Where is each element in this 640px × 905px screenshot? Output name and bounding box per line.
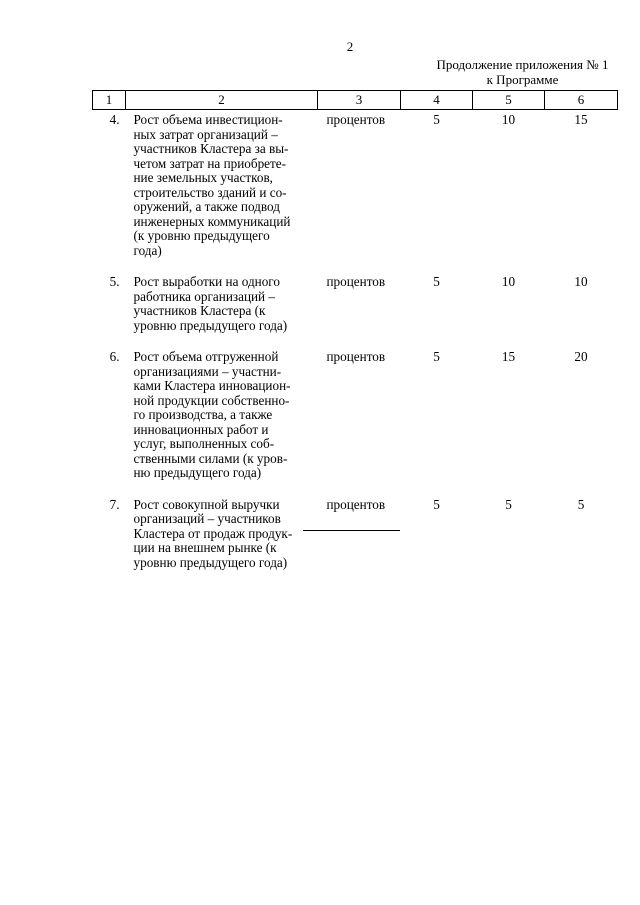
table-header-row bbox=[93, 91, 618, 110]
appendix-heading bbox=[435, 57, 610, 87]
column-header: 3 bbox=[318, 91, 401, 110]
column-header: 4 bbox=[401, 91, 473, 110]
value-cell: 15 bbox=[501, 349, 516, 364]
value-cell: 10 bbox=[574, 274, 588, 289]
row-number: 7. bbox=[109, 496, 120, 512]
value-cell: 5 bbox=[433, 274, 440, 289]
table-row bbox=[93, 110, 618, 273]
indicator-description: Рост объема инвестицион- ных затрат организаций – участников Кластера за вы- четом затрат на приобрете- ние земельных участков, строительство зданий и со- оружений, а также подвод инженерных коммуникаций (к уровню предыдущего года) bbox=[133, 112, 291, 258]
column-header: 6 bbox=[545, 91, 618, 110]
page-number: 2 bbox=[346, 39, 354, 54]
row-number: 5. bbox=[109, 274, 120, 289]
column-header: 1 bbox=[93, 91, 126, 110]
unit-cell: процентов bbox=[326, 112, 386, 127]
value-cell: 20 bbox=[574, 349, 588, 364]
unit-cell: процентов bbox=[326, 274, 386, 289]
end-divider-line bbox=[303, 530, 400, 531]
value-cell: 5 bbox=[433, 496, 440, 512]
appendix-line-2: к Программе bbox=[486, 72, 559, 87]
row-number: 4. bbox=[109, 112, 120, 127]
table-row bbox=[93, 347, 618, 495]
unit-cell: процентов bbox=[326, 496, 386, 512]
row-number: 6. bbox=[109, 349, 120, 364]
column-header: 5 bbox=[473, 91, 545, 110]
indicator-description: Рост совокупной выручки организаций – участников Кластера от продаж продук- ции на внешнем рынке (к уровню предыдущего года) bbox=[133, 496, 293, 570]
column-header: 2 bbox=[126, 91, 318, 110]
table-row bbox=[93, 272, 618, 347]
value-cell: 10 bbox=[501, 274, 516, 289]
indicator-description: Рост объема отгруженной организациями – участни- ками Кластера инновацион- ной продукции собственно- го производства, а также инновационных работ и услуг, выполненных соб- ственными силами (к уров- ню предыдущего года) bbox=[133, 349, 291, 480]
value-cell: 10 bbox=[501, 112, 516, 127]
value-cell: 5 bbox=[433, 349, 440, 364]
value-cell: 5 bbox=[433, 112, 440, 127]
value-cell: 5 bbox=[577, 496, 585, 512]
value-cell: 5 bbox=[505, 496, 512, 512]
value-cell: 15 bbox=[574, 112, 588, 127]
unit-cell: процентов bbox=[326, 349, 386, 364]
indicator-description: Рост выработки на одного работника организаций – участников Кластера (к уровню предыдущего года) bbox=[133, 274, 288, 333]
table-row bbox=[93, 495, 618, 585]
indicators-table bbox=[92, 90, 618, 584]
appendix-line-1: Продолжение приложения № 1 bbox=[436, 57, 609, 72]
